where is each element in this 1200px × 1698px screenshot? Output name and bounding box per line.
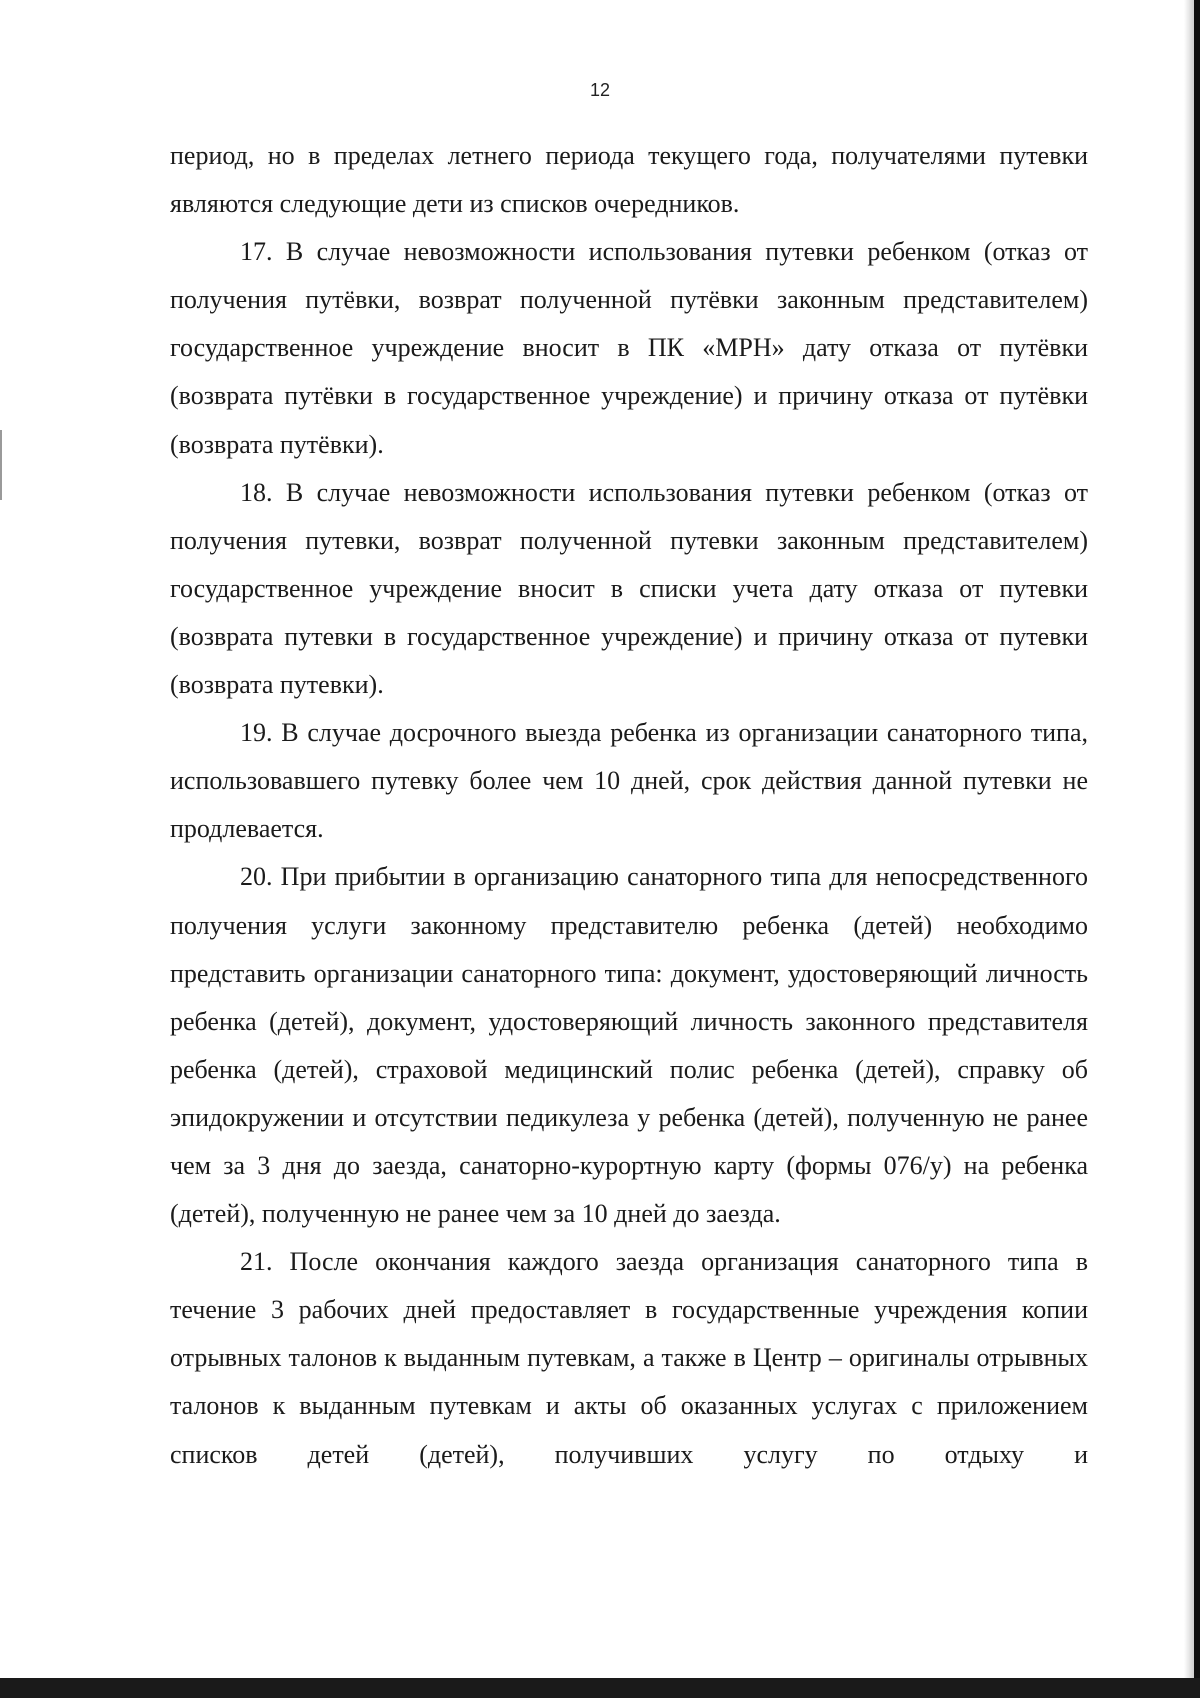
paragraph-18: 18. В случае невозможности использования путевки ребенком (отказ от получения путевки, возврат полученной путевки законным представителем) государственное учреждение вносит в списки учета дату отказа от путевки (возврата путевки в государственное учреждение) и причину отказа от путевки (возврата путевки). bbox=[170, 477, 1088, 700]
scan-margin-mark bbox=[0, 430, 2, 500]
scan-edge-right bbox=[1194, 0, 1200, 1698]
document-body bbox=[170, 132, 1088, 1479]
paragraph-21: 21. После окончания каждого заезда организация санаторного типа в течение 3 рабочих дней предоставляет в государственные учреждения копии отрывных талонов к выданным путевкам, а также в Центр – оригиналы отрывных талонов к выданным путевкам и акты об оказанных услугах с приложением списков детей (детей), получивших услугу по отдыху и bbox=[170, 1247, 1088, 1469]
paragraph-continuation: период, но в пределах летнего периода текущего года, получателями путевки являются следующие дети из списков очередников. bbox=[170, 141, 1088, 219]
page-number: 12 bbox=[589, 80, 611, 100]
scan-edge-bottom bbox=[0, 1678, 1200, 1698]
paragraph-20: 20. При прибытии в организацию санаторного типа для непосредственного получения услуги законному представителю ребенка (детей) необходимо представить организации санаторного типа: документ, удостоверяющий личность ребенка (детей), документ, удостоверяющий личность законного представителя ребенка (детей), страховой медицинский полис ребенка (детей), справку об эпидокружении и отсутствии педикулеза у ребенка (детей), полученную не ранее чем за 3 дня до заезда, санаторно-курортную карту (формы 076/у) на ребенка (детей), полученную не ранее чем за 10 дней до заезда. bbox=[170, 862, 1088, 1229]
paragraph-19: 19. В случае досрочного выезда ребенка из организации санаторного типа, использовавшего путевку более чем 10 дней, срок действия данной путевки не продлевается. bbox=[170, 718, 1088, 844]
scan-shadow bbox=[1184, 0, 1194, 1698]
paragraph-17: 17. В случае невозможности использования путевки ребенком (отказ от получения путёвки, возврат полученной путёвки законным представителем) государственное учреждение вносит в ПК «МРН» дату отказа от путёвки (возврата путёвки в государственное учреждение) и причину отказа от путёвки (возврата путёвки). bbox=[170, 237, 1088, 459]
